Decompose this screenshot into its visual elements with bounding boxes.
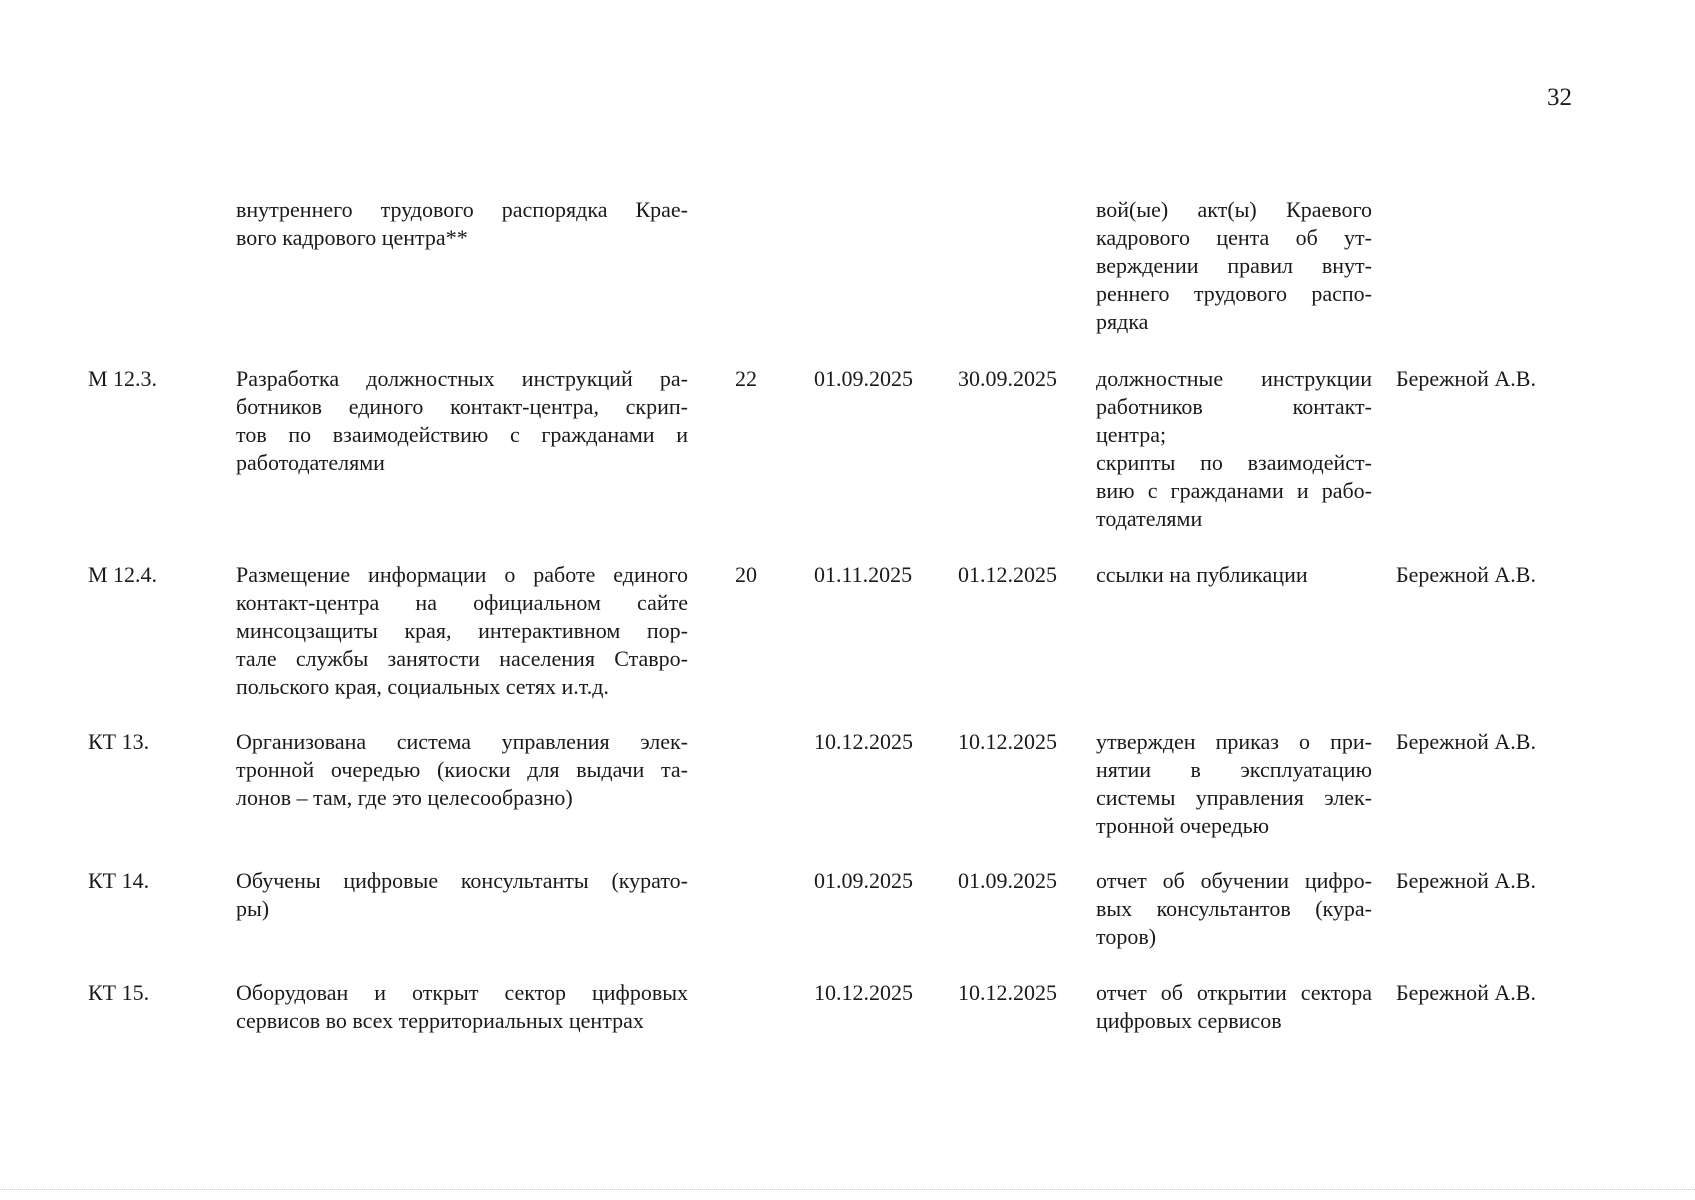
result-line: кадрового цента об ут- [1096,225,1372,250]
result-line: тодателями [1096,506,1203,531]
name-line: ботников единого контакт-центра, скрип- [236,394,688,419]
row-number: 20 [735,562,757,587]
name-line: сервисов во всех территориальных центрах [236,1008,644,1033]
name-line: ры) [236,896,270,921]
row-name [236,365,688,477]
row-name [236,196,688,252]
result-line: ссылки на публикации [1096,562,1308,587]
result-line: рядка [1096,309,1149,334]
scan-artifact-line [0,1189,1695,1190]
name-line: Размещение информации о работе единого [236,562,688,587]
page-number: 32 [1547,84,1572,111]
name-line: Оборудован и открыт сектор цифровых [236,980,688,1005]
result-line: вых консультантов (кура- [1096,896,1372,921]
row-code: М 12.4. [88,562,158,587]
name-line: контакт-центра на официальном сайте [236,590,688,615]
row-start-date: 01.11.2025 [814,562,913,587]
name-line: Обучены цифровые консультанты (курато- [236,868,688,893]
result-line: должностные инструкции [1096,366,1372,391]
row-code: КТ 14. [88,868,150,893]
row-responsible: Бережной А.В. [1396,980,1536,1005]
row-start-date: 10.12.2025 [814,980,913,1005]
row-result [1096,365,1372,533]
result-line: торов) [1096,924,1157,949]
row-responsible: Бережной А.В. [1396,366,1536,391]
row-result [1096,867,1372,951]
result-line: вию с гражданами и рабо- [1096,478,1372,503]
name-line: вого кадрового центра** [236,225,468,250]
row-code: М 12.3. [88,366,158,391]
row-name [236,867,688,923]
result-line: цифровых сервисов [1096,1008,1282,1033]
row-responsible: Бережной А.В. [1396,729,1536,754]
result-line: работников контакт- [1096,394,1372,419]
result-line: тронной очередью [1096,813,1270,838]
name-line: работодателями [236,450,385,475]
row-name [236,979,688,1035]
row-result [1096,979,1372,1035]
row-code: КТ 13. [88,729,150,754]
name-line: минсоцзащиты края, интерактивном пор- [236,618,688,643]
row-result [1096,196,1372,336]
row-responsible: Бережной А.В. [1396,868,1536,893]
result-line: отчет об открытии сектора [1096,980,1372,1005]
result-line: верждении правил внут- [1096,253,1372,278]
result-line: реннего трудового распо- [1096,281,1372,306]
row-end-date: 01.12.2025 [958,562,1057,587]
row-name [236,728,688,812]
result-line: скрипты по взаимодейст- [1096,450,1372,475]
result-line: нятии в эксплуатацию [1096,757,1372,782]
name-line: польского края, социальных сетях и.т.д. [236,674,609,699]
name-line: Организована система управления элек- [236,729,688,754]
row-name [236,561,688,701]
result-line: утвержден приказ о при- [1096,729,1372,754]
name-line: тов по взаимодействию с гражданами и [236,422,688,447]
name-line: Разработка должностных инструкций ра- [236,366,688,391]
row-code: КТ 15. [88,980,150,1005]
name-line: лонов – там, где это целесообразно) [236,785,573,810]
name-line: внутреннего трудового распорядка Крае- [236,197,688,222]
row-start-date: 01.09.2025 [814,366,913,391]
row-start-date: 01.09.2025 [814,868,913,893]
row-result [1096,561,1372,589]
name-line: тронной очередью (киоски для выдачи та- [236,757,688,782]
row-result [1096,728,1372,840]
row-responsible: Бережной А.В. [1396,562,1536,587]
row-end-date: 01.09.2025 [958,868,1057,893]
row-end-date: 10.12.2025 [958,980,1057,1005]
result-line: отчет об обучении цифро- [1096,868,1372,893]
result-line: системы управления элек- [1096,785,1372,810]
result-line: вой(ые) акт(ы) Краевого [1096,197,1372,222]
row-number: 22 [735,366,757,391]
row-end-date: 30.09.2025 [958,366,1057,391]
name-line: тале службы занятости населения Ставро- [236,646,688,671]
result-line: центра; [1096,422,1167,447]
row-end-date: 10.12.2025 [958,729,1057,754]
row-start-date: 10.12.2025 [814,729,913,754]
